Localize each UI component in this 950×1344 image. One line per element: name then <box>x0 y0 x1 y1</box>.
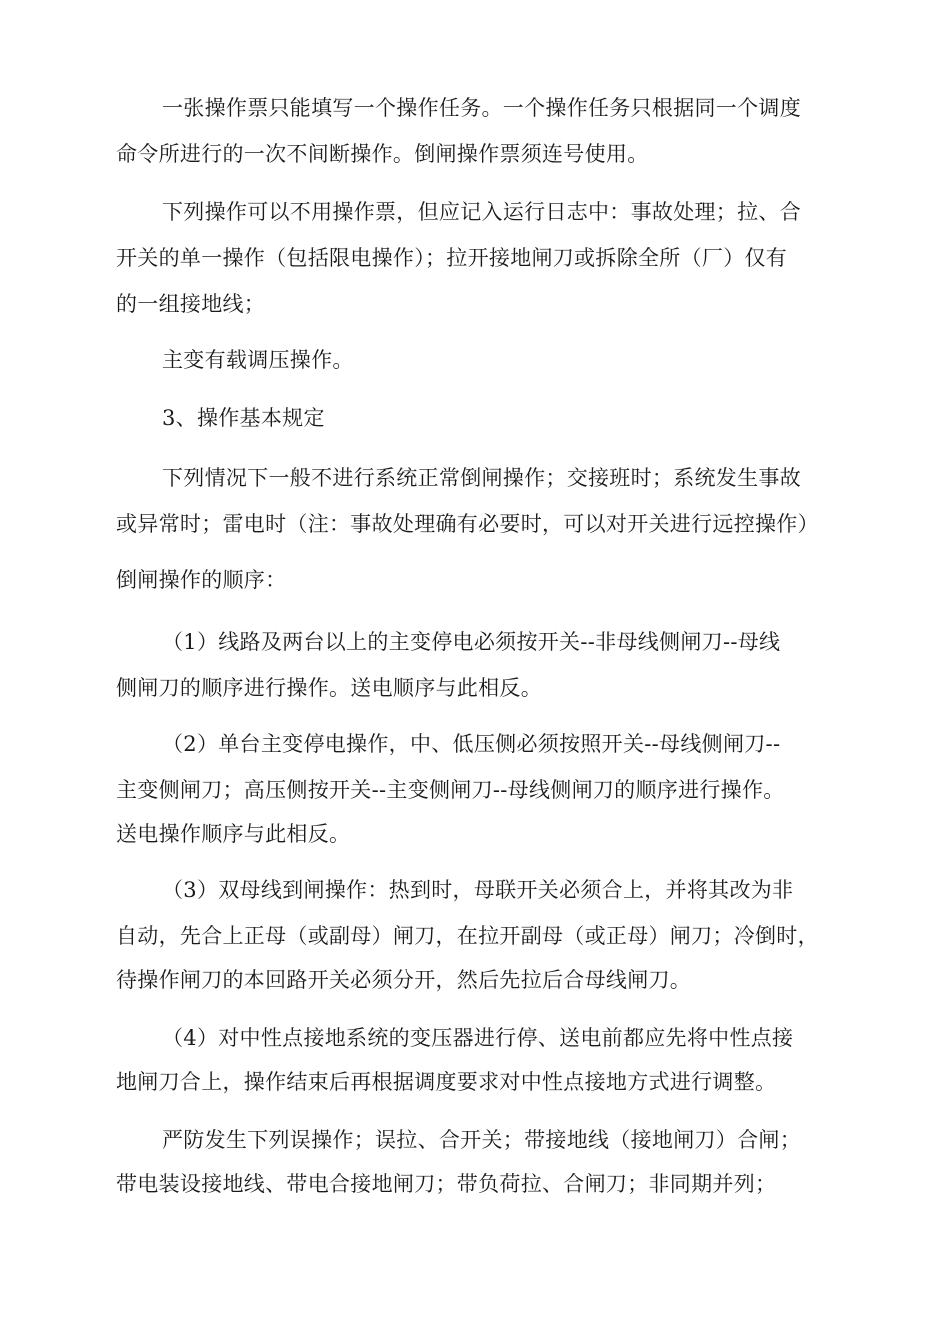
paragraph-9-line-1: （3）双母线到闸操作：热到时，母联开关必须合上，并将其改为非 <box>162 878 794 902</box>
paragraph-10-line-2: 地闸刀合上，操作结束后再根据调度要求对中性点接地方式进行调整。 <box>116 1070 777 1094</box>
paragraph-1-line-2: 命令所进行的一次不间断操作。倒闸操作票须连号使用。 <box>116 142 649 166</box>
paragraph-2-line-1: 下列操作可以不用操作票，但应记入运行日志中：事故处理；拉、合 <box>162 200 801 224</box>
paragraph-8-line-1: （2）单台主变停电操作，中、低压侧必须按照开关--母线侧闸刀-- <box>162 732 781 756</box>
section-heading: 3、操作基本规定 <box>162 406 325 430</box>
paragraph-7-line-2: 侧闸刀的顺序进行操作。送电顺序与此相反。 <box>116 676 542 700</box>
paragraph-1-line-1: 一张操作票只能填写一个操作任务。一个操作任务只根据同一个调度 <box>162 96 801 120</box>
paragraph-2-line-3: 的一组接地线； <box>116 292 266 316</box>
paragraph-5-line-2: 或异常时；雷电时（注：事故处理确有必要时，可以对开关进行远控操作） <box>116 512 819 536</box>
paragraph-9-line-2: 自动，先合上正母（或副母）闸刀，在拉开副母（或正母）闸刀；冷倒时， <box>116 924 819 948</box>
paragraph-8-line-2: 主变侧闸刀；高压侧按开关--主变侧闸刀--母线侧闸刀的顺序进行操作。 <box>116 778 785 802</box>
paragraph-11-line-2: 带电装设接地线、带电合接地闸刀；带负荷拉、合闸刀；非同期并列； <box>116 1172 777 1196</box>
paragraph-10-line-1: （4）对中性点接地系统的变压器进行停、送电前都应先将中性点接 <box>162 1026 794 1050</box>
paragraph-2-line-2: 开关的单一操作（包括限电操作）；拉开接地闸刀或拆除全所（厂）仅有 <box>116 246 788 270</box>
paragraph-11-line-1: 严防发生下列误操作；误拉、合开关；带接地线（接地闸刀）合闸； <box>162 1128 801 1152</box>
paragraph-6-line-1: 倒闸操作的顺序： <box>116 568 287 592</box>
paragraph-7-line-1: （1）线路及两台以上的主变停电必须按开关--非母线侧闸刀--母线 <box>162 630 781 654</box>
paragraph-9-line-3: 待操作闸刀的本回路开关必须分开，然后先拉后合母线闸刀。 <box>116 968 692 992</box>
paragraph-8-line-3: 送电操作顺序与此相反。 <box>116 822 351 846</box>
paragraph-3-line-1: 主变有载调压操作。 <box>162 348 354 372</box>
paragraph-5-line-1: 下列情况下一般不进行系统正常倒闸操作；交接班时；系统发生事故 <box>162 466 801 490</box>
